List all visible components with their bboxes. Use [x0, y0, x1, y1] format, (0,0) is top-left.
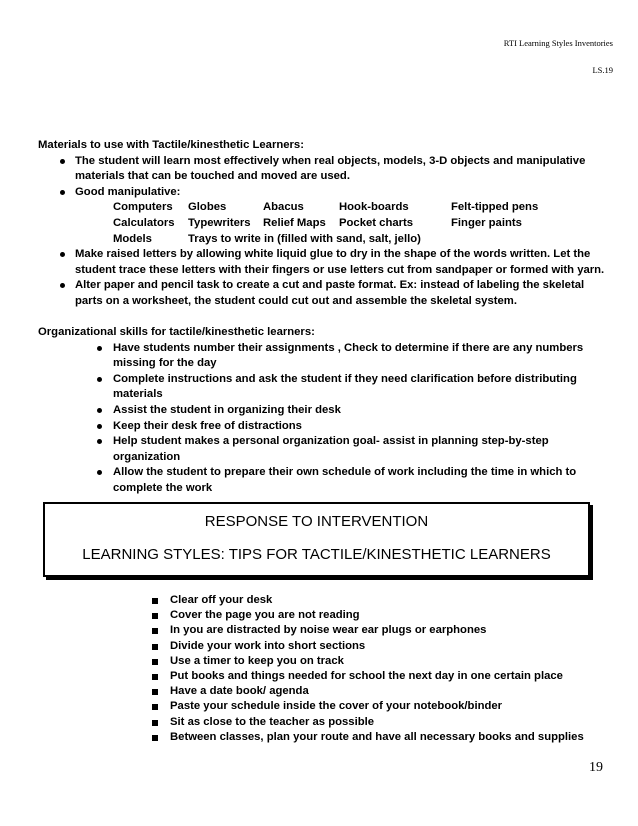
list-item [38, 278, 608, 309]
square-bullet-icon [152, 598, 158, 604]
list-item [38, 465, 608, 496]
square-bullet-icon [152, 613, 158, 619]
bullet-dot-icon [97, 424, 102, 429]
bullet-text: The student will learn most effectively when real objects, models, 3-D objects and manipulative materials that can be touched and moved are used. [75, 154, 586, 183]
bullet-dot-icon [97, 377, 102, 382]
table-cell: Relief Maps [263, 216, 326, 229]
bullet-dot-icon [60, 159, 65, 164]
bullet-text: Keep their desk free of distractions [113, 419, 302, 432]
square-bullet-icon [152, 720, 158, 726]
table-cell: Models [113, 232, 152, 245]
tip-text: Have a date book/ agenda [170, 685, 309, 698]
organizational-section [38, 325, 608, 512]
list-item [150, 730, 584, 745]
list-item [38, 341, 608, 372]
tip-text: Divide your work into short sections [170, 639, 366, 652]
square-bullet-icon [152, 628, 158, 634]
list-item [150, 669, 584, 684]
square-bullet-icon [152, 644, 158, 650]
manipulatives-table [113, 200, 538, 247]
page-number: 19 [589, 760, 603, 775]
bullet-text: Make raised letters by allowing white liquid glue to dry in the shape of the words written. Let the student trace these letters with their fingers or use letters cut from sandpaper or formed with yarn. [75, 248, 605, 276]
bullet-text: Complete instructions and ask the student if they need clarification before distributing materials [113, 372, 577, 401]
materials-list [38, 154, 608, 201]
table-cell: Felt-tipped pens [451, 201, 539, 214]
list-item [38, 154, 608, 185]
list-item [150, 654, 584, 669]
bullet-dot-icon [60, 190, 65, 195]
table-cell: Trays to write in (filled with sand, salt, jello) [188, 232, 421, 245]
table-cell: Abacus [263, 201, 304, 214]
table-cell: Calculators [113, 216, 175, 229]
tip-text: Clear off your desk [170, 594, 273, 606]
tip-text: Cover the page you are not reading [170, 609, 360, 622]
square-bullet-icon [152, 659, 158, 665]
tip-text: Use a timer to keep you on track [170, 654, 344, 667]
tips-list [150, 593, 584, 745]
list-item [150, 593, 584, 608]
bullet-dot-icon [97, 408, 102, 413]
square-bullet-icon [152, 674, 158, 680]
header-doc-title: RTI Learning Styles Inventories [503, 38, 613, 48]
bullet-text: Good manipulative: [75, 185, 181, 198]
table-cell: Computers [113, 201, 173, 214]
bullet-dot-icon [97, 470, 102, 475]
list-item [150, 684, 584, 699]
list-item [38, 403, 608, 419]
square-bullet-icon [152, 689, 158, 695]
bullet-dot-icon [97, 439, 102, 444]
box-title-line-2: LEARNING STYLES: TIPS FOR TACTILE/KINESTHETIC LEARNERS [82, 546, 551, 563]
bullet-text: Assist the student in organizing their desk [113, 403, 341, 416]
table-cell: Hook-boards [339, 201, 409, 214]
list-item [150, 639, 584, 654]
box-title-line-1: RESPONSE TO INTERVENTION [204, 513, 429, 530]
table-cell: Finger paints [451, 216, 522, 229]
list-item [38, 419, 608, 435]
bullet-text: Help student makes a personal organization goal- assist in planning step-by-step organization [113, 435, 549, 463]
tip-text: Put books and things needed for school the next day in one certain place [170, 670, 563, 683]
list-item [150, 699, 584, 714]
bullet-dot-icon [60, 252, 65, 257]
list-item [38, 185, 608, 201]
bullet-text: Allow the student to prepare their own schedule of work including the time in which to complete the work [113, 466, 577, 494]
table-cell: Pocket charts [339, 216, 414, 229]
organizational-list [38, 341, 608, 513]
list-item [38, 434, 608, 465]
header-code: LS.19 [592, 65, 613, 75]
organizational-title: Organizational skills for tactile/kinesthetic learners: [38, 326, 315, 338]
tip-text: Paste your schedule inside the cover of your notebook/binder [170, 700, 503, 713]
square-bullet-icon [152, 704, 158, 710]
bullet-text: Alter paper and pencil task to create a cut and paste format. Ex: instead of labeling the skeletal parts on a worksheet, the student could cut out and assemble the skeletal system. [75, 279, 585, 307]
tip-text: In you are distracted by noise wear ear plugs or earphones [170, 624, 487, 637]
list-item [150, 623, 584, 638]
table-row [113, 216, 538, 232]
bullet-dot-icon [97, 346, 102, 351]
list-item [150, 608, 584, 623]
materials-list-continued [38, 247, 608, 309]
bullet-dot-icon [60, 283, 65, 288]
table-cell: Typewriters [188, 216, 251, 229]
list-item [150, 715, 584, 730]
list-item [38, 372, 608, 403]
table-cell: Globes [188, 201, 227, 214]
bullet-text: Have students number their assignments , Check to determine if there are any numbers missing for the day [113, 341, 584, 370]
square-bullet-icon [152, 735, 158, 741]
materials-title: Materials to use with Tactile/kinesthetic Learners: [38, 139, 304, 151]
rti-title-box [43, 502, 590, 577]
list-item [38, 247, 608, 278]
table-row [113, 232, 538, 248]
materials-section [38, 138, 608, 310]
table-row [113, 200, 538, 216]
tip-text: Between classes, plan your route and have all necessary books and supplies [170, 730, 584, 743]
tip-text: Sit as close to the teacher as possible [170, 715, 375, 728]
